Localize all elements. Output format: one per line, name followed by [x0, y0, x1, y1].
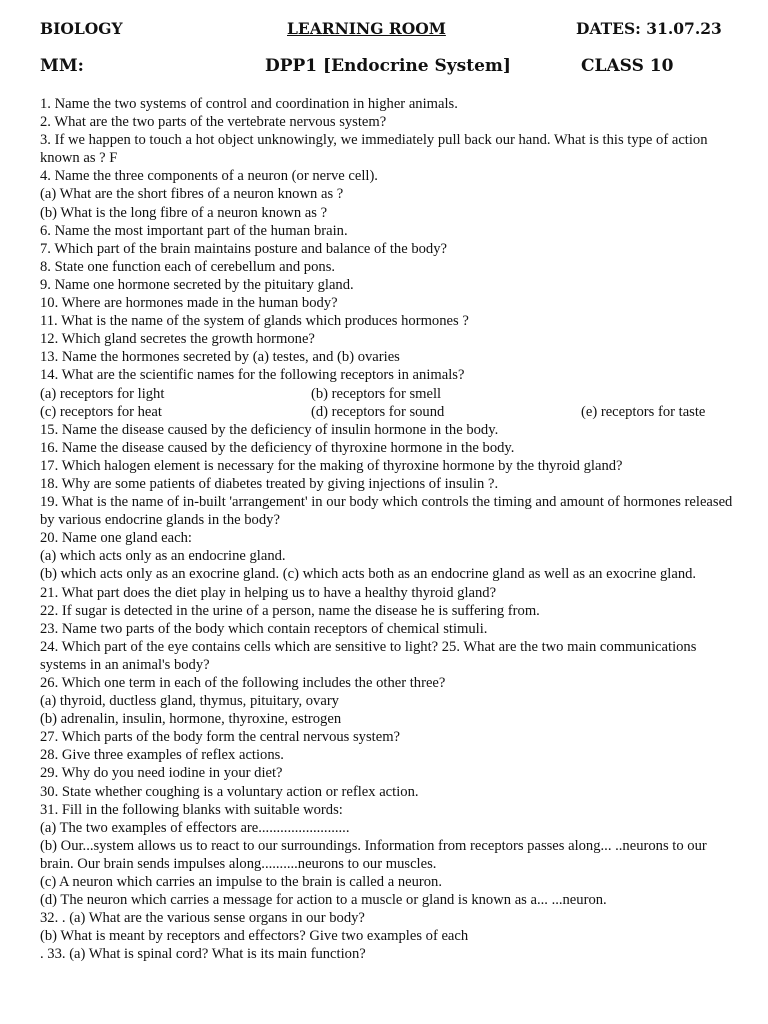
question-line: 2. What are the two parts of the vertebrate nervous system?: [40, 114, 387, 131]
question-line: 18. Why are some patients of diabetes treated by giving injections of insulin ?.: [40, 475, 499, 492]
question-line: 29. Why do you need iodine in your diet?: [40, 765, 283, 782]
question-line: 8. State one function each of cerebellum and pons.: [40, 258, 336, 275]
date-label: DATES: 31.07.23: [576, 19, 722, 38]
question-line: 26. Which one term in each of the following includes the other three?: [40, 675, 446, 691]
question-line: 7. Which part of the brain maintains posture and balance of the body?: [40, 240, 448, 257]
receptor-option: (c) receptors for heat: [40, 403, 162, 420]
question-line: (b) adrenalin, insulin, hormone, thyroxine, estrogen: [40, 711, 342, 728]
receptors-row: [40, 385, 735, 403]
question-line: 1. Name the two systems of control and coordination in higher animals.: [40, 96, 458, 112]
question-line: 23. Name two parts of the body which contain receptors of chemical stimuli.: [40, 620, 488, 637]
question-line: 17. Which halogen element is necessary for the making of thyroxine hormone by the thyroid gland?: [40, 457, 623, 474]
question-line: (c) A neuron which carries an impulse to the brain is called a neuron.: [40, 874, 443, 891]
question-line: 11. What is the name of the system of glands which produces hormones ?: [40, 313, 469, 330]
question-line: (d) The neuron which carries a message for action to a muscle or gland is known as a... ...neuron.: [40, 892, 607, 909]
question-line: 19. What is the name of in-built 'arrangement' in our body which controls the timing and amount of hormones released by various endocrine glands in the body?: [40, 494, 733, 529]
page-title: DPP1 [Endocrine System]: [265, 56, 511, 76]
question-line: . 33. (a) What is spinal cord? What is its main function?: [40, 946, 366, 963]
question-list: [40, 95, 735, 964]
marks-label: MM:: [40, 56, 84, 76]
question-line: (b) Our...system allows us to react to our surroundings. Information from receptors passes along... ..neurons to our brain. Our brain sends impulses along..........neurons to our muscles.: [40, 837, 707, 872]
question-line: 21. What part does the diet play in helping us to have a healthy thyroid gland?: [40, 584, 497, 601]
question-line: 12. Which gland secretes the growth hormone?: [40, 331, 315, 348]
question-line: 27. Which parts of the body form the central nervous system?: [40, 729, 401, 746]
question-line: 9. Name one hormone secreted by the pituitary gland.: [40, 276, 354, 293]
class-label: CLASS 10: [581, 56, 674, 76]
question-line: 31. Fill in the following blanks with suitable words:: [40, 801, 343, 818]
receptors-row: [40, 403, 735, 421]
question-line: 15. Name the disease caused by the deficiency of insulin hormone in the body.: [40, 421, 499, 438]
question-line: (a) What are the short fibres of a neuron known as ?: [40, 186, 344, 203]
question-line: (a) which acts only as an endocrine gland.: [40, 548, 286, 565]
question-line: (b) What is the long fibre of a neuron known as ?: [40, 204, 328, 221]
question-line: 30. State whether coughing is a voluntary action or reflex action.: [40, 783, 419, 800]
center-name: LEARNING ROOM: [287, 19, 446, 38]
receptor-option: (d) receptors for sound: [311, 403, 445, 420]
receptor-option: (b) receptors for smell: [311, 385, 442, 402]
receptor-option: (e) receptors for taste: [581, 403, 706, 420]
question-line: 22. If sugar is detected in the urine of a person, name the disease he is suffering from.: [40, 602, 540, 619]
question-line: 16. Name the disease caused by the deficiency of thyroxine hormone in the body.: [40, 439, 515, 456]
receptor-option: (a) receptors for light: [40, 385, 165, 402]
question-line: 24. Which part of the eye contains cells which are sensitive to light? 25. What are the two main communications systems in an animal's body?: [40, 638, 697, 673]
question-line: 13. Name the hormones secreted by (a) testes, and (b) ovaries: [40, 349, 400, 366]
question-line: 28. Give three examples of reflex actions.: [40, 747, 284, 764]
subject-label: BIOLOGY: [40, 19, 123, 38]
question-line: 14. What are the scientific names for the following receptors in animals?: [40, 367, 465, 384]
question-line: (a) The two examples of effectors are.........................: [40, 819, 350, 836]
question-line: 4. Name the three components of a neuron (or nerve cell).: [40, 168, 378, 185]
question-line: 3. If we happen to touch a hot object unknowingly, we immediately pull back our hand. What is this type of action known as ? F: [40, 132, 708, 167]
question-line: 6. Name the most important part of the human brain.: [40, 222, 348, 239]
question-line: (a) thyroid, ductless gland, thymus, pituitary, ovary: [40, 693, 339, 710]
question-line: 20. Name one gland each:: [40, 530, 192, 547]
question-line: (b) which acts only as an exocrine gland. (c) which acts both as an endocrine gland as well as an exocrine gland.: [40, 566, 697, 583]
question-line: (b) What is meant by receptors and effectors? Give two examples of each: [40, 928, 469, 945]
question-line: 32. . (a) What are the various sense organs in our body?: [40, 910, 365, 927]
question-line: 10. Where are hormones made in the human body?: [40, 295, 338, 312]
